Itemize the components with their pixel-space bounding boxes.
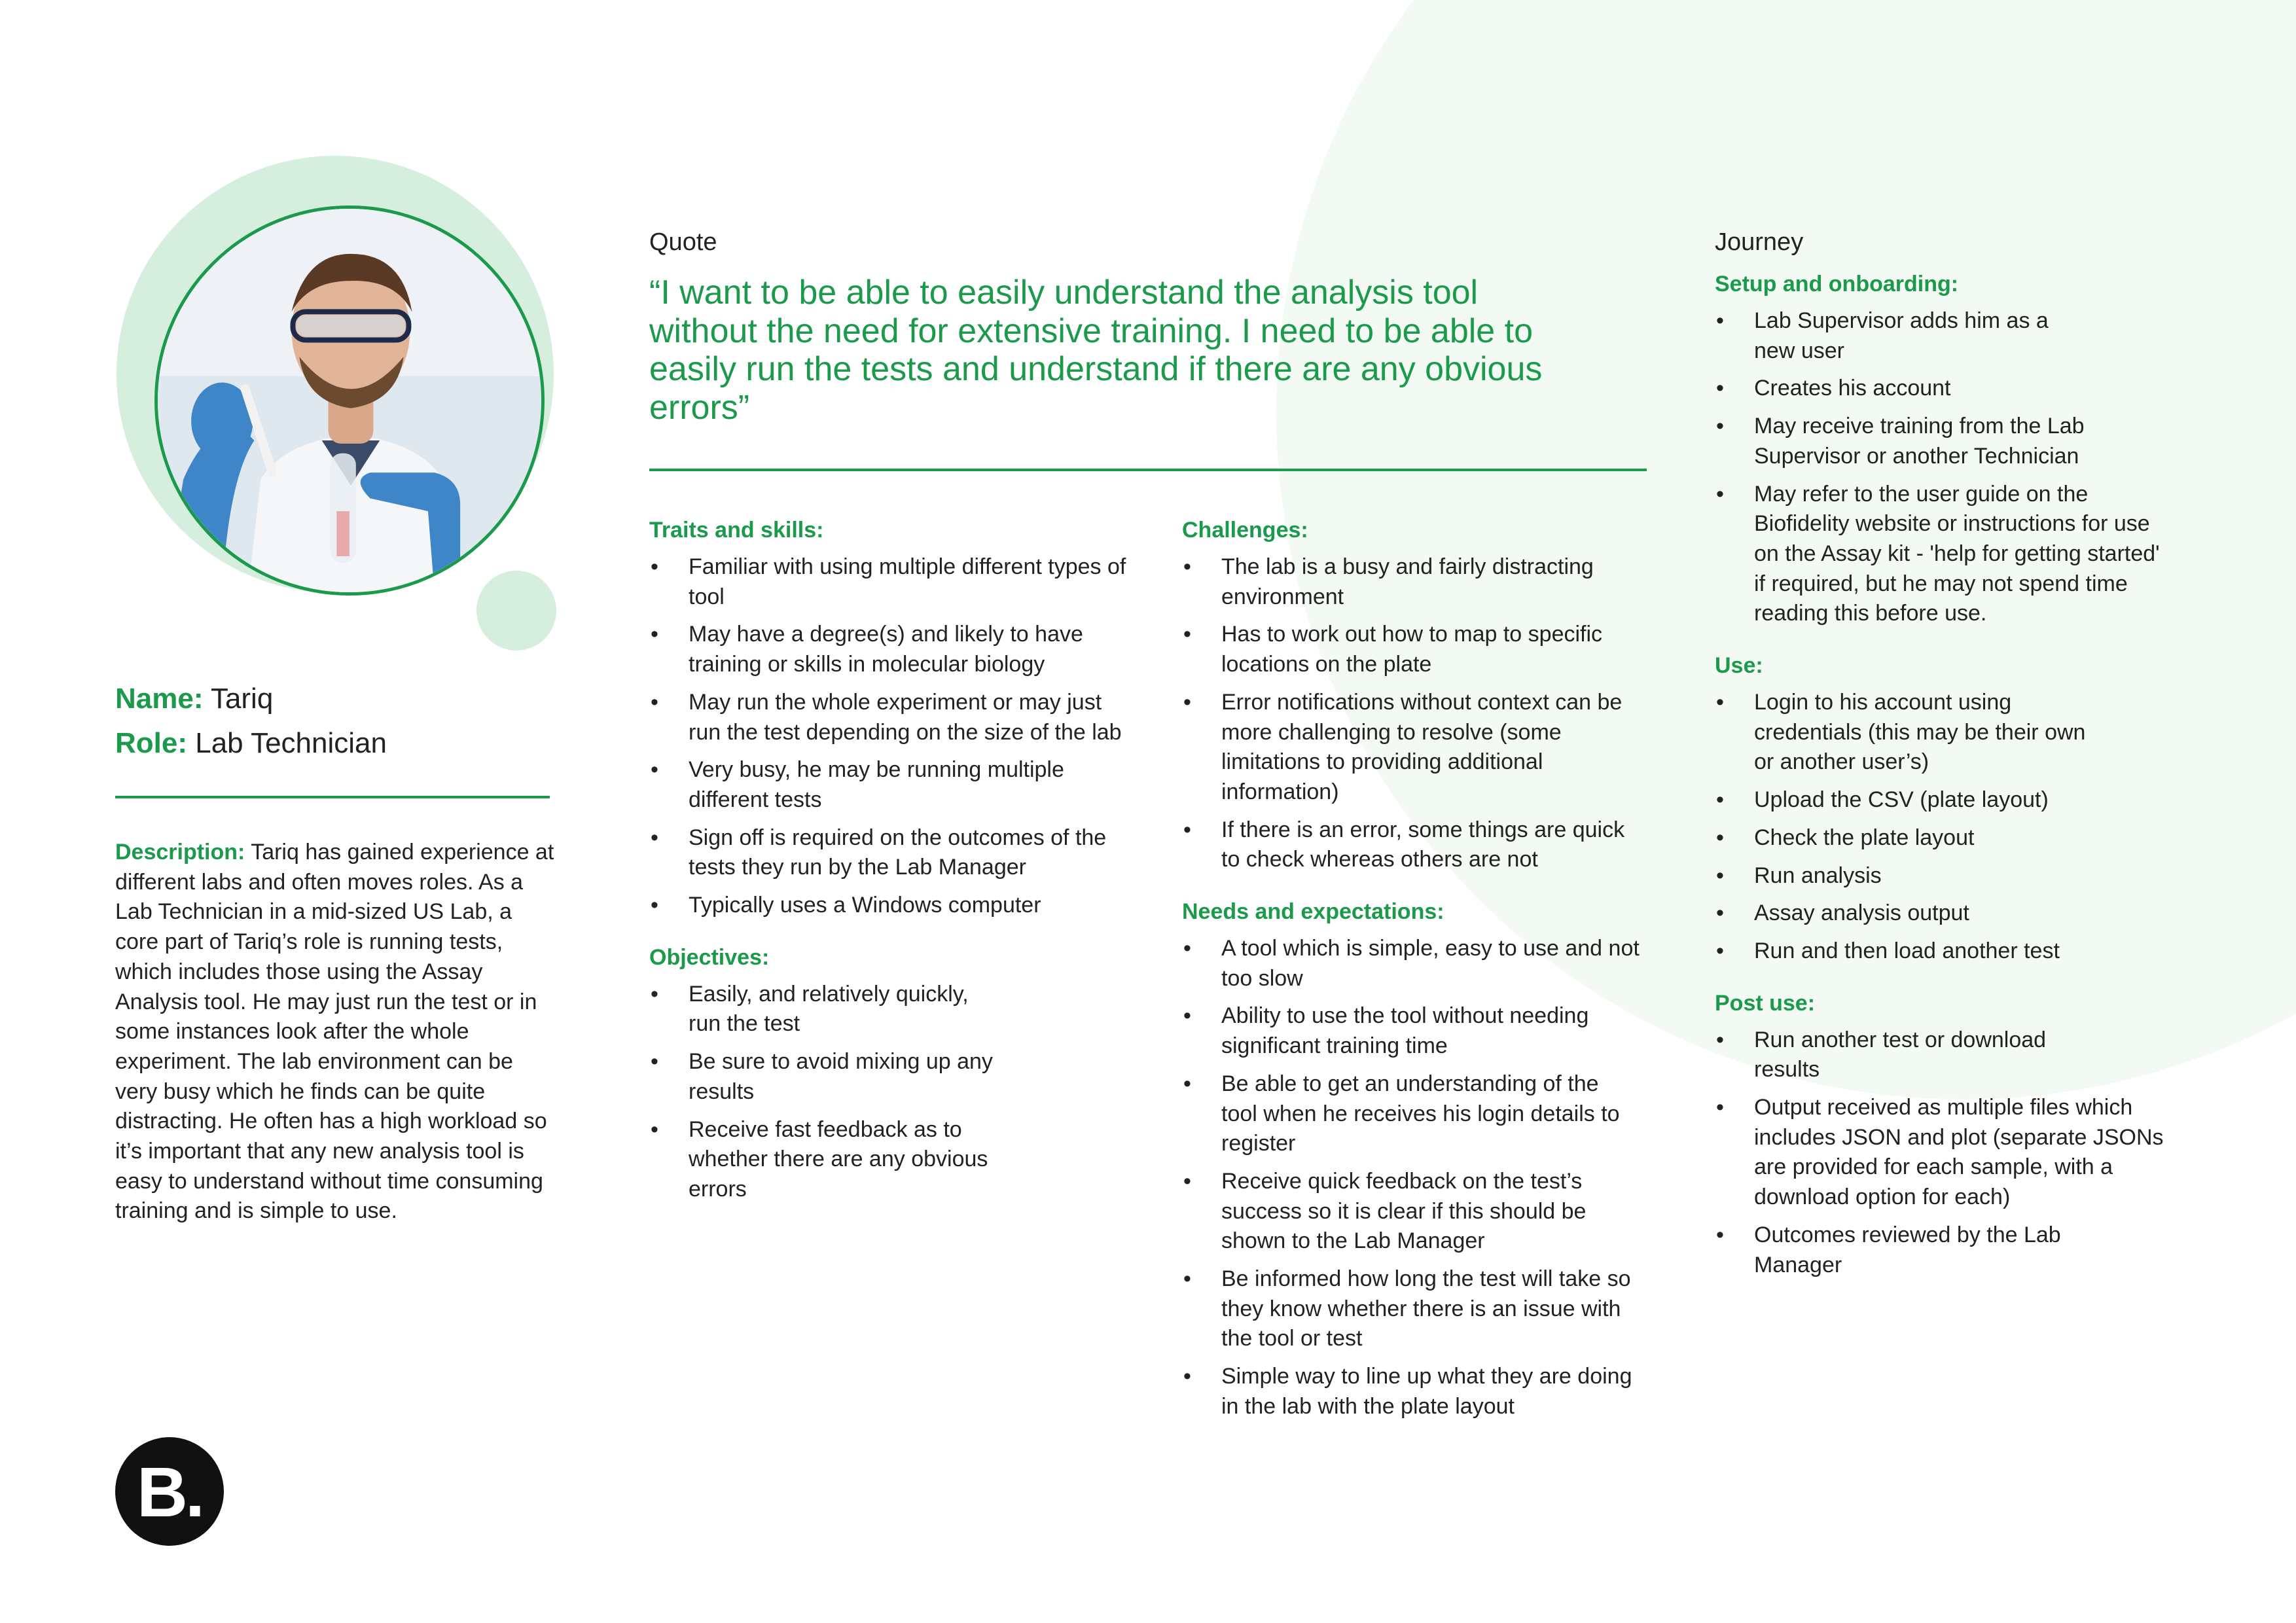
quote-label: Quote	[649, 228, 717, 256]
list-item: • May run the whole experiment or may just run the test depending on the size of the lab	[649, 688, 1134, 747]
persona-role	[115, 725, 387, 762]
objectives-title: Objectives:	[649, 944, 770, 970]
needs-section	[1182, 897, 1640, 1422]
list-item: • Lab Supervisor adds him as a new user	[1715, 306, 2173, 366]
post-use-section	[1715, 989, 2173, 1281]
needs-title: Needs and expectations:	[1182, 899, 1444, 925]
persona-description	[115, 838, 560, 1226]
post-use-title: Post use:	[1715, 990, 1816, 1016]
persona-name	[115, 681, 273, 717]
list-item: • Login to his account using credentials (this may be their own or another user’s)	[1715, 688, 2173, 777]
list-item: • Simple way to line up what they are doing in the lab with the plate layout	[1182, 1362, 1640, 1421]
list-item: • Be able to get an understanding of the tool when he receives his login details to register	[1182, 1069, 1640, 1159]
journey-column	[1715, 270, 2173, 1288]
list-item: • Error notifications without context can be more challenging to resolve (some limitations to providing additional information)	[1182, 688, 1640, 808]
list-item: • May refer to the user guide on the Biofidelity website or instructions for use on the Assay kit - 'help for getting started' if required, but he may not spend time reading this before use.	[1715, 480, 2173, 630]
decorative-dot	[476, 571, 556, 651]
list-item: • A tool which is simple, easy to use and not too slow	[1182, 934, 1640, 993]
list-item: • Run analysis	[1715, 861, 2173, 891]
list-item: • May receive training from the Lab Supervisor or another Technician	[1715, 412, 2173, 471]
list-item: • Run and then load another test	[1715, 936, 2173, 967]
list-item: • Output received as multiple files which includes JSON and plot (separate JSONs are provided for each sample, with a download option for each)	[1715, 1093, 2173, 1213]
journey-label: Journey	[1715, 228, 1804, 256]
list-item: • Has to work out how to map to specific locations on the plate	[1182, 620, 1640, 679]
list-item: • Familiar with using multiple different types of tool	[649, 552, 1134, 612]
profile-divider	[115, 796, 550, 798]
setup-list	[1715, 306, 2173, 629]
description-label: Description:	[115, 840, 245, 865]
brand-logo: B.	[115, 1437, 224, 1546]
objectives-list	[649, 980, 1003, 1205]
list-item: • Assay analysis output	[1715, 899, 2173, 929]
list-item: • Receive quick feedback on the test’s success so it is clear if this should be shown to the Lab Manager	[1182, 1167, 1640, 1257]
list-item: • Outcomes reviewed by the Lab Manager	[1715, 1221, 2173, 1280]
quote-divider	[649, 469, 1647, 471]
use-title: Use:	[1715, 653, 1763, 679]
list-item: • Creates his account	[1715, 374, 2173, 404]
list-item: • The lab is a busy and fairly distracting environment	[1182, 552, 1640, 612]
lab-technician-illustration	[158, 209, 541, 592]
description-text: Tariq has gained experience at different labs and often moves roles. As a Lab Technician in a mid-sized US Lab, a core part of Tariq’s role is running tests, which includes those using the Assay Analysis tool. He may just run the test or in some instances look after the whole experiment. The lab environment can be very busy which he finds can be quite distracting. He often has a high workload so it’s important that any new analysis tool is easy to understand without time consuming training and is simple to use.	[115, 840, 554, 1224]
challenges-section	[1182, 516, 1640, 875]
role-value: Lab Technician	[195, 727, 387, 759]
setup-section	[1715, 270, 2173, 629]
name-label: Name:	[115, 683, 204, 715]
challenges-needs-column	[1182, 516, 1640, 1430]
needs-list	[1182, 934, 1640, 1422]
use-list	[1715, 688, 2173, 967]
objectives-section	[649, 943, 1134, 1205]
setup-title: Setup and onboarding:	[1715, 272, 1959, 296]
list-item: • May have a degree(s) and likely to have training or skills in molecular biology	[649, 620, 1134, 679]
list-item: • If there is an error, some things are quick to check whereas others are not	[1182, 815, 1640, 875]
list-item: • Receive fast feedback as to whether there are any obvious errors	[649, 1115, 1003, 1205]
list-item: • Very busy, he may be running multiple different tests	[649, 755, 1134, 815]
list-item: • Ability to use the tool without needing significant training time	[1182, 1001, 1640, 1061]
challenges-title: Challenges:	[1182, 518, 1308, 543]
list-item: • Run another test or download results	[1715, 1026, 2173, 1085]
list-item: • Be sure to avoid mixing up any results	[649, 1047, 1003, 1107]
role-label: Role:	[115, 727, 187, 759]
traits-list	[649, 552, 1134, 921]
traits-section	[649, 516, 1134, 921]
use-section	[1715, 651, 2173, 967]
list-item: • Upload the CSV (plate layout)	[1715, 785, 2173, 815]
list-item: • Sign off is required on the outcomes of the tests they run by the Lab Manager	[649, 823, 1134, 883]
list-item: • Check the plate layout	[1715, 823, 2173, 853]
list-item: • Easily, and relatively quickly, run the test	[649, 980, 1003, 1039]
traits-title: Traits and skills:	[649, 518, 824, 543]
persona-quote: “I want to be able to easily understand the analysis tool without the need for extensive training. I need to be able to easily run the tests and understand if there are any obvious errors”	[649, 274, 1543, 427]
list-item: • Be informed how long the test will take so they know whether there is an issue with the tool or test	[1182, 1264, 1640, 1354]
list-item: • Typically uses a Windows computer	[649, 891, 1134, 921]
post-use-list	[1715, 1026, 2173, 1281]
challenges-list	[1182, 552, 1640, 875]
name-value: Tariq	[210, 683, 274, 715]
profile-photo	[154, 205, 545, 596]
traits-objectives-column	[649, 516, 1134, 1213]
